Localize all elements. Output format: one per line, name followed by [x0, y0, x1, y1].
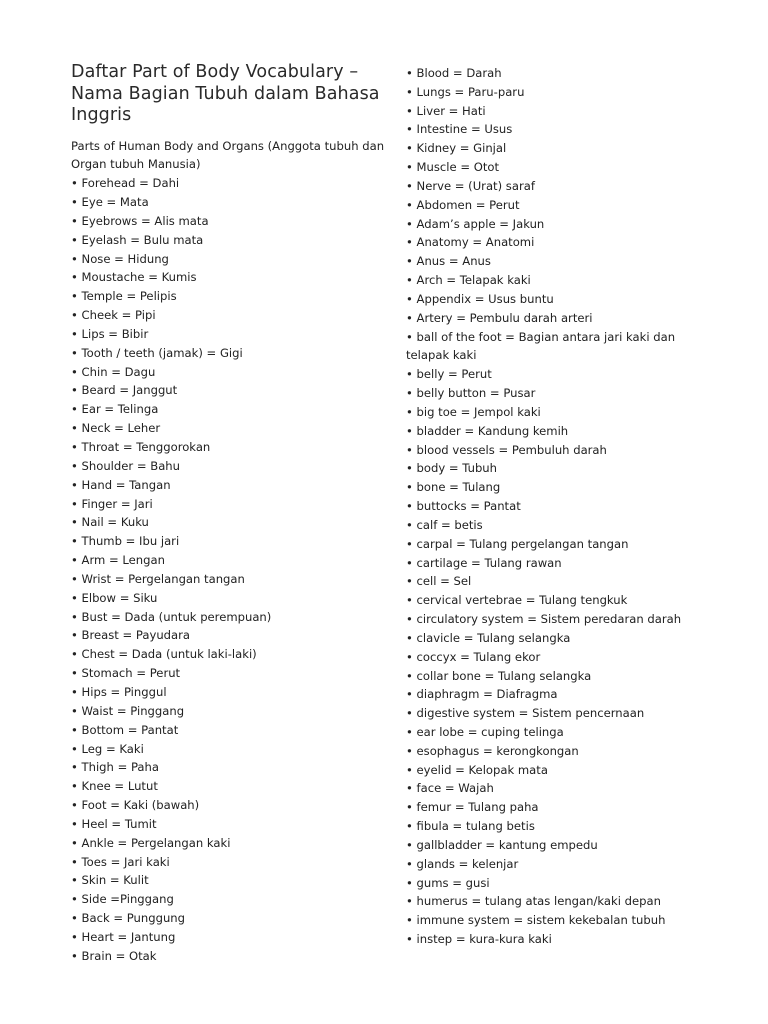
vocabulary-item: • Nail = Kuku: [71, 515, 149, 530]
vocabulary-item: • Elbow = Siku: [71, 590, 158, 605]
vocabulary-item: • face = Wajah: [406, 781, 494, 796]
vocabulary-item: • Heart = Jantung: [71, 929, 176, 944]
vocabulary-item: • buttocks = Pantat: [406, 499, 521, 514]
vocabulary-item: • cervical vertebrae = Tulang tengkuk: [406, 593, 628, 608]
right-column: [406, 64, 706, 949]
vocabulary-item: • Side =Pinggang: [71, 892, 174, 907]
vocabulary-item: • cartilage = Tulang rawan: [406, 555, 562, 570]
vocabulary-item: • Moustache = Kumis: [71, 270, 197, 285]
vocabulary-item: • Finger = Jari: [71, 496, 153, 511]
vocabulary-item: • Throat = Tenggorokan: [71, 440, 211, 454]
page-title: Daftar Part of Body Vocabulary – Nama Bagian Tubuh dalam Bahasa Inggris: [71, 62, 380, 125]
vocabulary-list-left: [71, 174, 391, 965]
vocabulary-item: • Nerve = (Urat) saraf: [406, 178, 535, 193]
vocabulary-item: • Appendix = Usus buntu: [406, 291, 554, 306]
vocabulary-item: • bladder = Kandung kemih: [406, 423, 569, 438]
vocabulary-item: • Bust = Dada (untuk perempuan): [71, 609, 272, 624]
vocabulary-item: • Forehead = Dahi: [71, 176, 180, 191]
vocabulary-item: • Arm = Lengan: [71, 553, 165, 568]
vocabulary-item: • big toe = Jempol kaki: [406, 404, 541, 419]
vocabulary-item: • ball of the foot = Bagian antara jari kaki dan telapak kaki: [406, 329, 676, 363]
vocabulary-item: • Heel = Tumit: [71, 816, 157, 831]
vocabulary-item: • belly button = Pusar: [406, 386, 536, 401]
vocabulary-item: • Artery = Pembulu darah arteri: [406, 310, 593, 325]
vocabulary-item: • Arch = Telapak kaki: [406, 273, 531, 288]
vocabulary-item: • Kidney = Ginjal: [406, 141, 507, 156]
vocabulary-item: • Knee = Lutut: [71, 779, 158, 794]
vocabulary-item: • Skin = Kulit: [71, 873, 149, 888]
vocabulary-item: • Eyelash = Bulu mata: [71, 232, 204, 247]
vocabulary-item: • Anus = Anus: [406, 254, 491, 269]
vocabulary-item: • Lips = Bibir: [71, 326, 149, 341]
vocabulary-item: • Leg = Kaki: [71, 741, 144, 756]
vocabulary-item: • Lungs = Paru-paru: [406, 84, 525, 99]
vocabulary-item: • Intestine = Usus: [406, 122, 513, 137]
vocabulary-item: • Brain = Otak: [71, 948, 157, 963]
vocabulary-item: • circulatory system = Sistem peredaran darah: [406, 612, 682, 627]
vocabulary-item: • gums = gusi: [406, 875, 490, 890]
vocabulary-item: • carpal = Tulang pergelangan tangan: [406, 536, 629, 551]
vocabulary-item: • Muscle = Otot: [406, 160, 500, 175]
vocabulary-item: • Abdomen = Perut: [406, 197, 520, 212]
vocabulary-item: • gallbladder = kantung empedu: [406, 837, 598, 852]
vocabulary-item: • collar bone = Tulang selangka: [406, 668, 592, 683]
vocabulary-item: • eyelid = Kelopak mata: [406, 762, 548, 777]
vocabulary-item: • Liver = Hati: [406, 103, 486, 118]
vocabulary-item: • glands = kelenjar: [406, 856, 519, 871]
vocabulary-item: • Hips = Pinggul: [71, 684, 167, 699]
vocabulary-item: • Neck = Leher: [71, 421, 161, 436]
vocabulary-item: • Thigh = Paha: [71, 760, 159, 775]
vocabulary-item: • Shoulder = Bahu: [71, 458, 180, 473]
vocabulary-item: • Foot = Kaki (bawah): [71, 798, 200, 813]
vocabulary-item: • Anatomy = Anatomi: [406, 235, 535, 250]
vocabulary-item: • ear lobe = cuping telinga: [406, 724, 564, 739]
vocabulary-item: • instep = kura-kura kaki: [406, 932, 552, 947]
vocabulary-item: • fibula = tulang betis: [406, 819, 535, 834]
vocabulary-item: • Thumb = Ibu jari: [71, 534, 180, 549]
vocabulary-item: • Back = Punggung: [71, 911, 186, 926]
vocabulary-item: • Hand = Tangan: [71, 477, 171, 492]
vocabulary-item: • Wrist = Pergelangan tangan: [71, 571, 245, 586]
vocabulary-item: • calf = betis: [406, 517, 483, 532]
vocabulary-item: • femur = Tulang paha: [406, 800, 539, 815]
vocabulary-list-right: [406, 64, 706, 949]
vocabulary-item: • Ear = Telinga: [71, 402, 159, 417]
vocabulary-item: • Blood = Darah: [406, 66, 502, 80]
vocabulary-item: • cell = Sel: [406, 574, 472, 589]
vocabulary-item: • Adam’s apple = Jakun: [406, 216, 545, 231]
vocabulary-item: • diaphragm = Diafragma: [406, 687, 558, 702]
vocabulary-item: • esophagus = kerongkongan: [406, 743, 579, 758]
vocabulary-item: • Ankle = Pergelangan kaki: [71, 835, 231, 850]
vocabulary-item: • immune system = sistem kekebalan tubuh: [406, 913, 666, 928]
vocabulary-item: • clavicle = Tulang selangka: [406, 630, 571, 645]
vocabulary-item: • Beard = Janggut: [71, 383, 178, 398]
vocabulary-item: • Eyebrows = Alis mata: [71, 213, 209, 228]
vocabulary-item: • Temple = Pelipis: [71, 289, 177, 304]
vocabulary-item: • Waist = Pinggang: [71, 703, 185, 718]
vocabulary-item: • digestive system = Sistem pencernaan: [406, 706, 645, 721]
vocabulary-item: • bone = Tulang: [406, 480, 501, 495]
vocabulary-item: • Bottom = Pantat: [71, 722, 179, 737]
vocabulary-item: • body = Tubuh: [406, 461, 498, 476]
vocabulary-item: • Cheek = Pipi: [71, 308, 156, 323]
vocabulary-item: • blood vessels = Pembuluh darah: [406, 442, 607, 457]
vocabulary-item: • Breast = Payudara: [71, 628, 191, 643]
vocabulary-item: • Toes = Jari kaki: [71, 854, 170, 869]
left-column: [71, 62, 391, 966]
vocabulary-item: • Eye = Mata: [71, 195, 149, 210]
vocabulary-item: • Nose = Hidung: [71, 251, 169, 266]
vocabulary-item: • Tooth / teeth (jamak) = Gigi: [71, 345, 243, 360]
section-subtitle: Parts of Human Body and Organs (Anggota tubuh dan Organ tubuh Manusia): [71, 138, 385, 172]
vocabulary-item: • Chest = Dada (untuk laki-laki): [71, 647, 257, 662]
vocabulary-item: • coccyx = Tulang ekor: [406, 649, 541, 664]
vocabulary-item: • Stomach = Perut: [71, 666, 181, 681]
vocabulary-item: • belly = Perut: [406, 367, 492, 382]
vocabulary-item: • Chin = Dagu: [71, 364, 156, 379]
vocabulary-item: • humerus = tulang atas lengan/kaki depan: [406, 894, 661, 909]
